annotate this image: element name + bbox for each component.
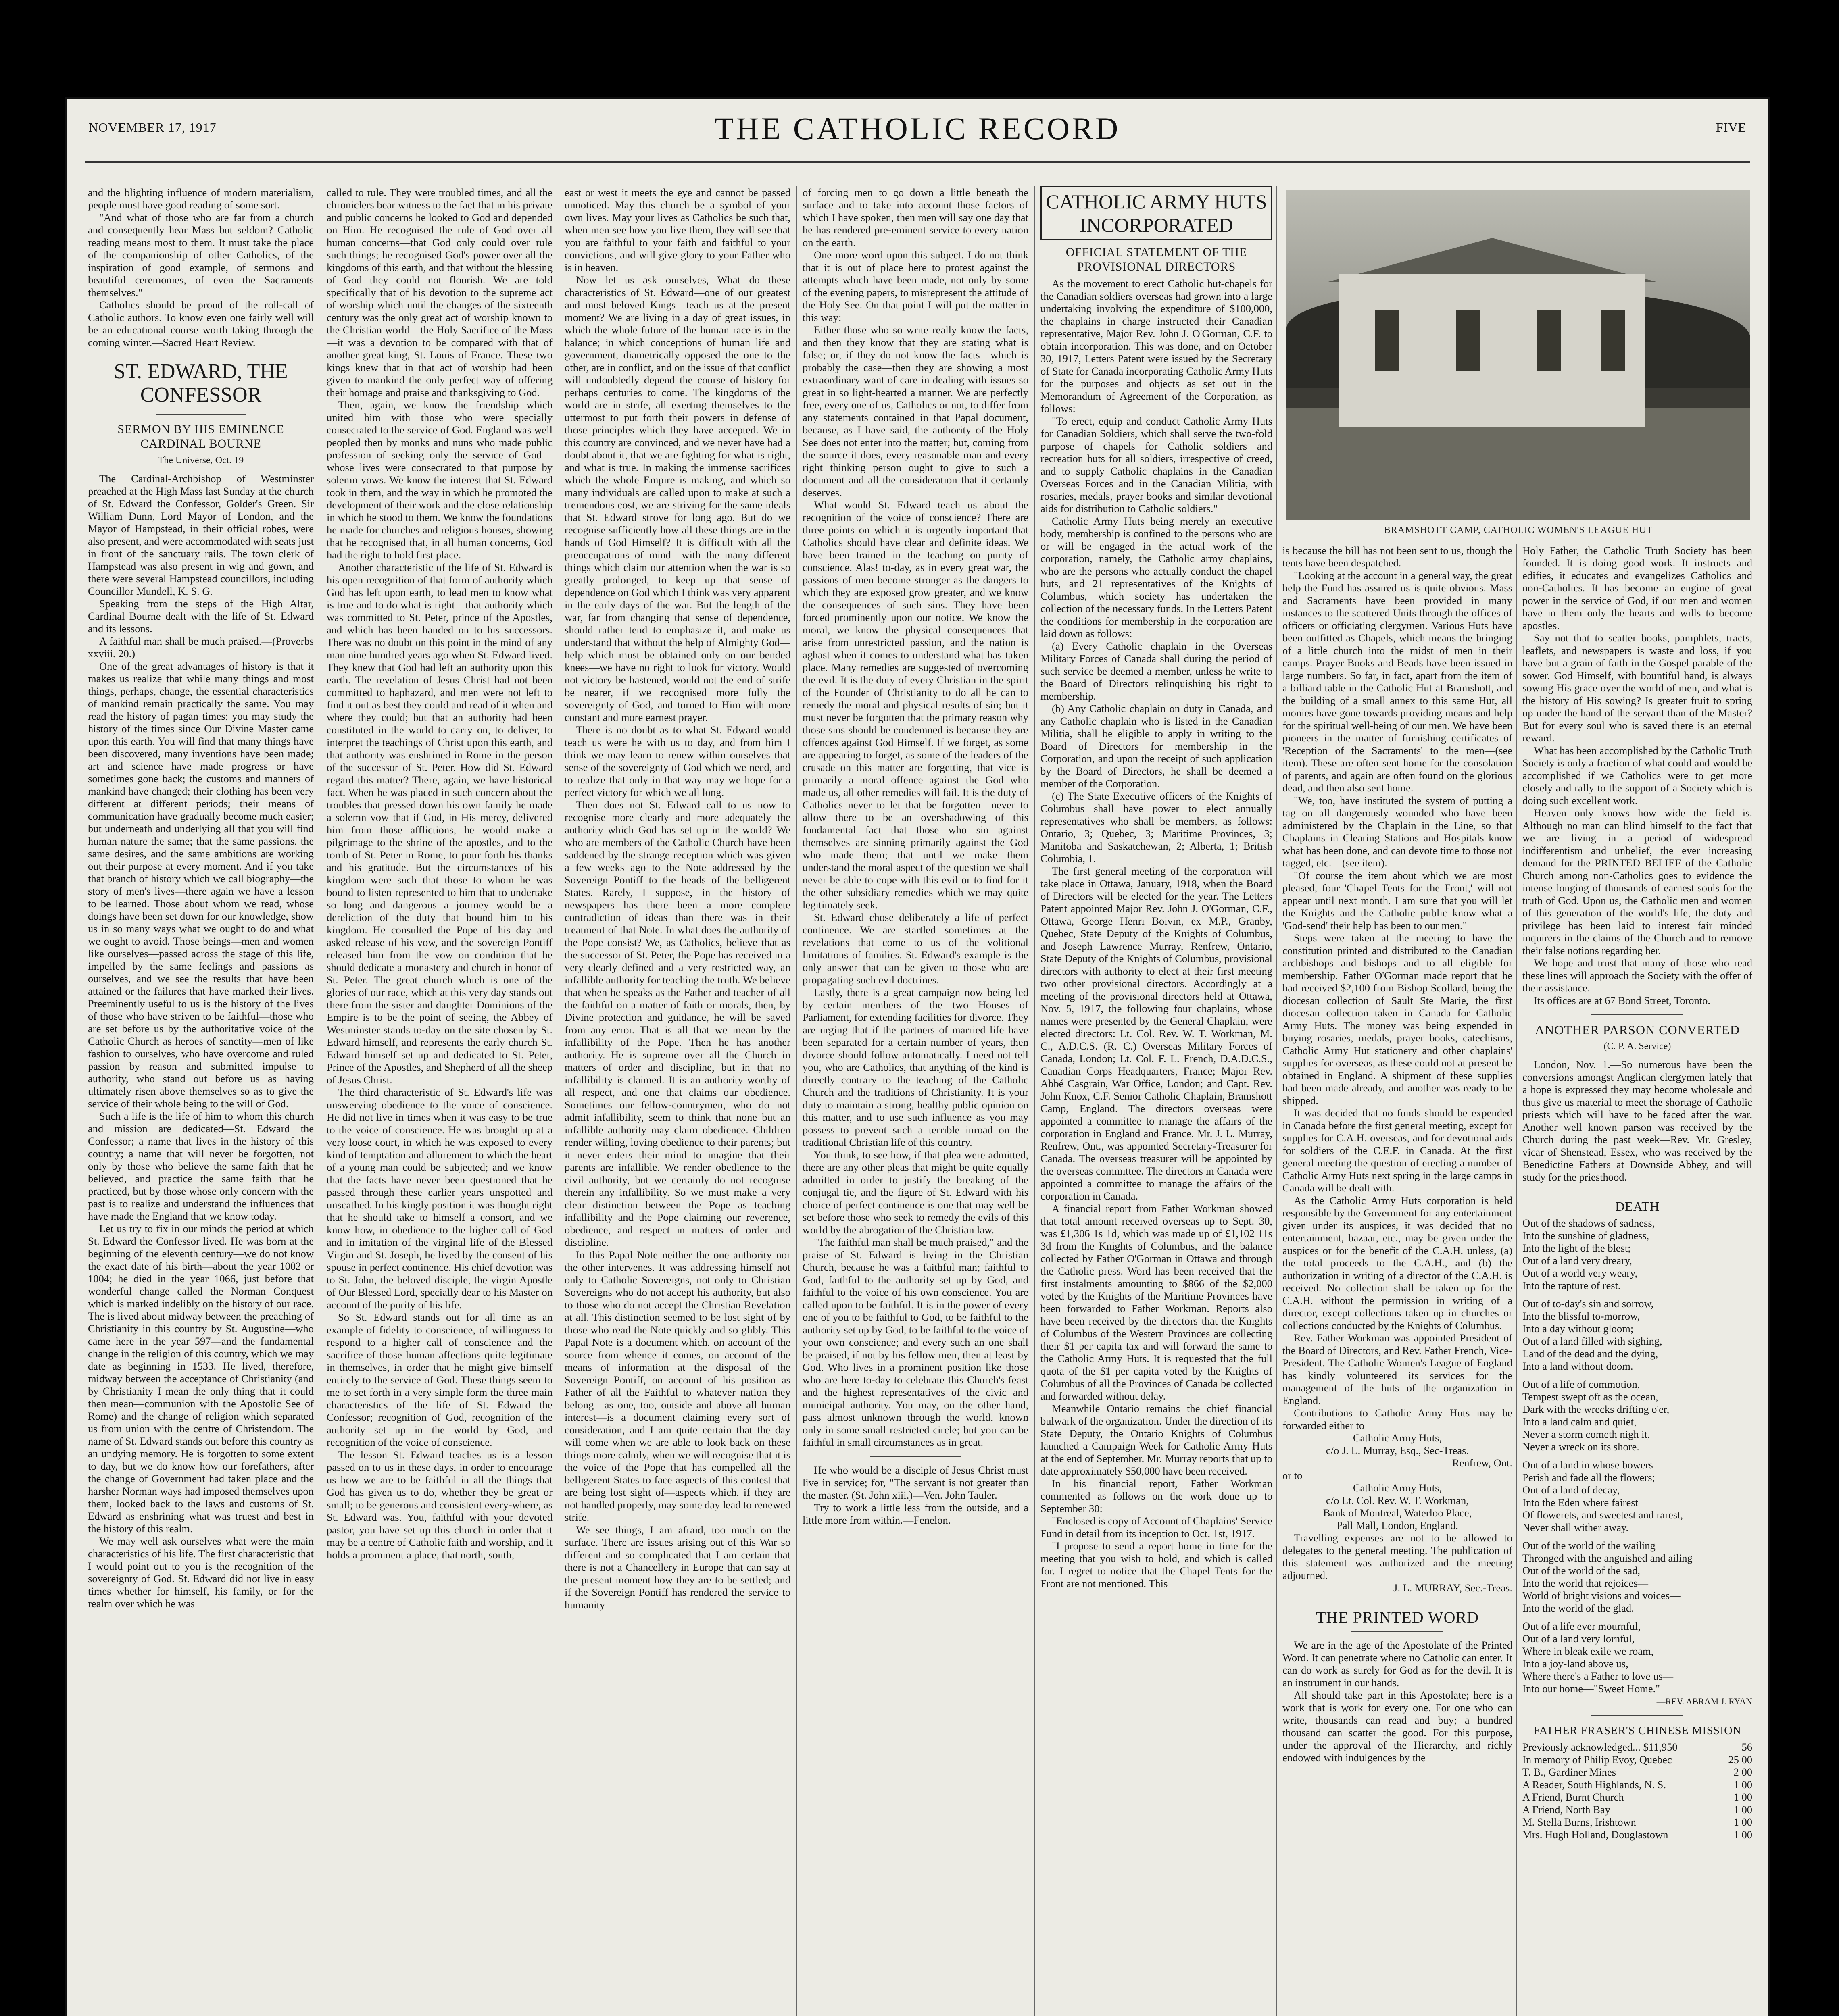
poem-line: Out of the world of the wailing	[1522, 1539, 1656, 1552]
poem-line: Into a day without gloom;	[1522, 1322, 1634, 1335]
stanza-break	[1522, 1372, 1752, 1378]
poem-line: Into a land without doom.	[1522, 1360, 1633, 1372]
paragraph: (c) The State Executive officers of the Knights of Columbus shall have power to elect annually representatives who shall be members, as follows: Ontario, 3; Quebec, 3; Maritime Provinces, 3; Manitoba and Saskatchewan, 2; Alberta, 1; British Columbia, 1.	[1040, 790, 1272, 864]
paragraph: London, Nov. 1.—So numerous have been the conversions amongst Anglican clergymen lately that a hope is expressed they may become wholesale and thus give us material to meet the shortage of Catholic priests which will have to be faced after the war. Another well known parson was received by the Church during the past week—Rev. Mr. Gresley, vicar of Shenstead, Essex, who was received by the Benedictine Fathers at Downside Abbey, and will study for the priesthood.	[1522, 1058, 1752, 1183]
issue-date: NOVEMBER 17, 1917	[89, 120, 217, 135]
paragraph: So St. Edward stands out for all time as an example of fidelity to conscience, of willingness to respond to a higher call of conscience and the sacrifice of those human affections quite legitimate in themselves, in order that he might give himself entirely to the service of God. These things seem to me to set forth in a very simple form the three main characteristics of the life of St. Edward the Confessor; recognition of God, recognition of the authority set up in the world by God, and recognition of the voice of conscience.	[327, 1311, 553, 1448]
article-subtitle: SERMON BY HIS EMINENCE CARDINAL BOURNE	[117, 423, 284, 450]
column-rule	[1034, 186, 1035, 2016]
paragraph: It was decided that no funds should be expended in Canada before the first general meeting, except for supplies for C.A.H. overseas, and for devotional aids for soldiers of the C.E.F. in Canada. At the first general meeting the question of erecting a number of Catholic Army Huts next spring in the large camps in Canada will be dealt with.	[1282, 1107, 1512, 1194]
address-line: Bank of Montreal, Waterloo Place,	[1323, 1507, 1472, 1519]
photo-window	[1375, 310, 1399, 371]
paragraph: Say not that to scatter books, pamphlets, tracts, leaflets, and newspapers is waste and loss, if you have but a grain of faith in the Gospel parable of the sower. God Himself, with bountiful hand, is always sowing His grace over the world of men, and what is the history of His sowing? Is greater fruit to spring up under the hand of the servant than of the Master? But for every soul who is saved there is an eternal reward.	[1522, 632, 1752, 744]
poem-line: Out of the world of the sad,	[1522, 1564, 1641, 1577]
masthead: THE CATHOLIC RECORD	[714, 111, 1121, 146]
address-line: Catholic Army Huts,	[1353, 1482, 1442, 1494]
fund-amount: 2 00	[1733, 1766, 1752, 1778]
fund-row	[1522, 1754, 1752, 1766]
poem-line: Thronged with the anguished and ailing	[1522, 1552, 1693, 1564]
section-divider	[1591, 1014, 1683, 1015]
paragraph: St. Edward chose deliberately a life of perfect continence. We are startled sometimes at the revelations that come to us of the volitional limitations of families. St. Edward's example is the only answer that can be given to those who are propagating such evil doctrines.	[803, 911, 1028, 986]
title-divider	[156, 414, 246, 415]
poem-line: Out of to-day's sin and sorrow,	[1522, 1297, 1654, 1310]
paragraph: All should take part in this Apostolate; here is a work that is work for every one. For one who can write, thousands can read and buy; a hundred thousand can scatter the good. For this purpose, under the approval of the Hierarchy, and richly endowed with indulgences by the	[1282, 1689, 1512, 1764]
fund-amount: 1 00	[1733, 1791, 1752, 1803]
section-divider	[870, 1456, 961, 1457]
poem-line: Into the blissful to-morrow,	[1522, 1310, 1640, 1322]
poem-line: Land of the dead and the dying,	[1522, 1347, 1658, 1360]
paragraph: Then does not St. Edward call to us now to recognise more clearly and more adequately the authority which God has set up in the world? We who are members of the Catholic Church have been saddened by the strange reception which was given a few weeks ago to the Note addressed by the Sovereign Pontiff to the heads of the belligerent States. Rarely, I suppose, in the history of newspapers has there been a more complete contradiction of ideas than there was in their treatment of that Note. In what does the authority of the Pope consist? We, as Catholics, believe that as the successor of St. Peter, the Pope has received in a very clearly defined and a very restricted way, an infallible authority for teaching the truth. We believe that when he speaks as the Father and teacher of all the faithful on a matter of faith or morals, then, by Divine protection and guidance, he will be saved from any error. That is all that we mean by the infallibility of the Pope. Then he has another authority. He is supreme over all the Church in matters of order and discipline, but in that no infallibility is claimed. It is an authority worthy of all respect, and one that claims our obedience. Sometimes our fellow-countrymen, who do not admit infallibility, seem to think that none but an infallible authority may claim obedience. Children render willing, loving obedience to their parents; but it never enters their mind to imagine that their parents are infallible. We render obedience to the civil authority, but we certainly do not recognise therein any infallibility. So we must make a very clear distinction between the Pope as teaching infallibility and the Pope claiming our reverence, obedience, and respect in matters of order and discipline.	[565, 799, 790, 1248]
quote-paragraph: Try to work a little less from the outside, and a little more from within.—Fenelon.	[803, 1502, 1028, 1526]
paragraph: Another characteristic of the life of St. Edward is his open recognition of that form of authority which God has left upon earth, to lead men to know what is true and to do what is right—that authority which was committed to St. Peter, prince of the Apostles, and which has been handed on to his successors. There was no doubt on this point in the mind of any man nine hundred years ago when St. Edward lived. They knew that God had left an authority upon this earth. The revelation of Jesus Christ had not been committed to haphazard, and men were not left to find it out as best they could and read of it when and where they could; but that an authority had been constituted in the world to carry on, to deliver, to interpret the teachings of Christ upon this earth, and that authority was enshrined in Rome in the person of the successor of St. Peter. How did St. Edward regard this matter? There, again, we have historical fact. When he was placed in such concern about the troubles that pressed down his own family he made a solemn vow that if God, in His mercy, delivered him from those afflictions, he would make a pilgrimage to the shrine of the apostles, and to the tomb of St. Peter in Rome, to pour forth his thanks and his gratitude. But the circumstances of his kingdom were such that those to whom he was bound to listen represented to him that to undertake so long and dangerous a journey would be a dereliction of the duty that bound him to his kingdom. He consulted the Pope of his day and asked release of his vow, and the sovereign Pontiff released him from the vow on condition that he should dedicate a monastery and church in honor of St. Peter. The great church which is one of the glories of our race, which at this very day stands out there from the sister and daughter Dominions of the Empire is to be the point of seeing, the Abbey of Westminster stands to-day on the site chosen by St. Edward himself, and represents the early church St. Edward himself set up and dedicated to St. Peter, Prince of the Apostles, and Shepherd of all the sheep of Jesus Christ.	[327, 561, 553, 1086]
column-4	[803, 186, 1028, 2016]
paragraph: (b) Any Catholic chaplain on duty in Canada, and any Catholic chaplain who is listed in the Canadian Militia, shall be eligible to apply in writing to the Board of Directors for membership in the Corporation, and upon the receipt of such application by the Board of Directors, he shall be deemed a member of the Corporation.	[1040, 702, 1272, 789]
paragraph: Contributions to Catholic Army Huts may be forwarded either to	[1282, 1407, 1512, 1431]
paragraph: Such a life is the life of him to whom this church and mission are dedicated—St. Edward the Confessor; a name that lives in the history of this country; a name that will never be forgotten, not only by those who believe the same faith that he believed, and practice the same faith that he practiced, but by those whose only concern with the past is to realize and understand the influences that have made the England that we know today.	[88, 1110, 314, 1222]
paragraph: A financial report from Father Workman showed that total amount received overseas up to Sept. 30, was £1,306 1s 1d, which was made up of £1,102 11s 3d from the Knights of Columbus, and the balance collected by Father O'Gorman in Ottawa and through the Catholic press. Word has been received that the first instalments amounting to $866 of the $2,000 voted by the Knights of the Maritime Provinces have been forwarded to Father Workman. Reports also have been received by the directors that the Knights of Columbus of the Western Provinces are collecting their $1 per capita tax and will forward the same to the Catholic Army Huts. It is requested that the full quota of the $1 per capita voted by the Knights of Columbus of all the Provinces of Canada be collected and forwarded without delay.	[1040, 1202, 1272, 1402]
paragraph: As the movement to erect Catholic hut-chapels for the Canadian soldiers overseas had grown into a large undertaking involving the expenditure of $100,000, the chaplains in charge instructed their Canadian representative, Major Rev. John J. O'Gorman, C.F. to obtain incorporation. This was done, and on October 30, 1917, Letters Patent were issued by the Secretary of State for Canada incorporating Catholic Army Huts for the purposes and objects as set out in the Memorandum of Agreement of the Corporation, as follows:	[1040, 277, 1272, 414]
fund-label: T. B., Gardiner Mines	[1522, 1766, 1616, 1778]
poem-line: Out of a land very lornful,	[1522, 1633, 1635, 1645]
paragraph: "Looking at the account in a general way, the great help the Fund has assured us is quite obvious. Mass and Sacraments have been provided in many instances to the scattered Units through the offices of officers or officiating clergymen. Various Huts have been outfitted as Chapels, which means the bringing of a little church into the midst of men in their camps. Prayer Books and Beads have been issued in large numbers. So far, in fact, apart from the item of a billiard table in the Catholic Hut at Bramshott, and the building of a small annex to this same Hut, all monies have gone towards providing means and help for the spiritual well-being of our men. We have been pioneers in the matter of furnishing certificates of 'Reception of the Sacraments' to the men—(see item). These are often sent home for the consolation of parents, and again are often found on the glorious dead, and then also sent home.	[1282, 569, 1512, 794]
fund-amount: 1 00	[1733, 1779, 1752, 1791]
poem-line: Tempest swept oft as the ocean,	[1522, 1391, 1658, 1403]
poem-line: Never a wreck on its shore.	[1522, 1441, 1639, 1453]
column-2	[327, 186, 553, 2016]
fund-amount: 1 00	[1733, 1829, 1752, 1841]
poem-line: Into a joy-land above us,	[1522, 1658, 1628, 1670]
paragraph: east or west it meets the eye and cannot be passed unnoticed. May this church be a symbol of your own lives. May your lives as Catholics be such that, when men see how you live them, they will see that you are faithful to your faith and faithful to your convictions, and will give glory to your Father who is in heaven.	[565, 186, 790, 273]
paragraph: In this Papal Note neither the one authority nor the other intervenes. It was addressing himself not only to Catholic Sovereigns, not only to Christian Sovereigns who do not accept his authority, but also to those who do not accept the Christian Revelation at all. This distinction seemed to be lost sight of by those who read the Note quickly and so glibly. This Papal Note is a document which, on account of the source from whence it comes, on account of the means of information at the disposal of the Sovereign Pontiff, on account of his position as Father of all the Faithful to whatever nation they belong—as one, too, outside and above all human interest—is a document claiming every sort of consideration, and I am quite certain that the day will come when we are able to look back on these things more calmly, when we will recognise that it is the voice of the Pope that has compelled all the belligerent States to face aspects of this contest that are being lost sight of—aspects which, if they are not handled properly, may some day lead to renewed strife.	[565, 1249, 790, 1523]
column-rule	[796, 186, 797, 2016]
paragraph: The Cardinal-Archbishop of Westminster preached at the High Mass last Sunday at the church of St. Edward the Confessor, Golder's Green. Sir William Dunn, Lord Mayor of London, and the Mayor of Hampstead, in their official robes, were also present, and were accommodated with seats just in front of the sanctuary rails. The town clerk of Hampstead was also present in wig and gown, and there were several Hampstead councillors, including Councillor Mundell, K. S. G.	[88, 473, 314, 597]
paragraph: Catholics should be proud of the roll-call of Catholic authors. To know even one fairly well will be an educational course worth taking through the coming winter.—Sacred Heart Review.	[88, 299, 314, 348]
photo-window	[1601, 310, 1625, 371]
paragraph: Either those who so write really know the facts, and then they know that they are stating what is false; or, if they do not know the facts—which is probably the case—then they are showing a most extraordinary want of care in dealing with issues so great in so light-hearted a manner. We are perfectly free, every one of us, Catholics or not, to differ from any statements contained in that Papal document, because, as I have said, the authority of the Holy See does not enter into the matter; but, coming from the source it does, every reasonable man and every right thinking person ought to give to such a document and all the consideration that it certainly deserves.	[803, 324, 1028, 498]
poem-line: Never shall wither away.	[1522, 1521, 1629, 1533]
paragraph: Speaking from the steps of the High Altar, Cardinal Bourne dealt with the life of St. Edward and its lessons.	[88, 598, 314, 635]
signature: J. L. MURRAY, Sec.-Treas.	[1393, 1582, 1512, 1594]
page-number: FIVE	[1716, 120, 1746, 135]
poem-line: Into a land calm and quiet,	[1522, 1416, 1637, 1428]
column-rule	[1516, 544, 1517, 2016]
paragraph: "To erect, equip and conduct Catholic Army Huts for Canadian Soldiers, which shall serve the two-fold purpose of chapels for Catholic soldiers and recreation huts for all soldiers, irrespective of creed, and to supply Catholic chaplains in the Canadian Overseas Forces and in the Canadian Militia, with rosaries, medals, prayer books and similar devotional aids for distribution to Catholic soldiers."	[1040, 415, 1272, 514]
poem-line: Of flowerets, and sweetest and rarest,	[1522, 1509, 1683, 1521]
section-divider	[1591, 1715, 1683, 1716]
paragraph: Steps were taken at the meeting to have the constitution printed and distributed to the Canadian archbishops and bishops and to all eligible for membership. Father O'Gorman made report that he had received $2,100 from Bishop Scollard, being the diocesan collection of Sault Ste Marie, the first diocesan collection taken in Canada for Catholic Army Huts. The money was being expended in buying rosaries, medals, prayer books, catechisms, Catholic Army Hut stationery and other chaplains' supplies for overseas, as these could not at present be obtained in England. A shipment of these supplies had been made already, and another was ready to be shipped.	[1282, 932, 1512, 1106]
address-2	[1282, 1482, 1512, 1532]
photo-window	[1456, 310, 1480, 371]
paragraph: The first general meeting of the corporation will take place in Ottawa, January, 1918, when the Board of Directors will be elected for the year. The Letters Patent appointed Major Rev. John J. O'Gorman, C.F., Ottawa, George Henri Boivin, ex M.P., Granby, Quebec, State Deputy of the Knights of Columbus, and Joseph Lawrence Murray, Renfrew, Ontario, State Deputy of the Knights of Columbus, provisional directors with authority to elect at their first meeting two other provisional directors. Accordingly at a meeting of the provisional directors held at Ottawa, Nov. 5, 1917, the following four chaplains, whose names were presented by the General Chaplain, were elected directors: Lt. Col. Rev. W. T. Workman, M. C., A.D.C.S. (R. C.) Overseas Military Forces of Canada, London; Lt. Col. F. L. French, D.A.D.C.S., Canadian Corps Headquarters, France; Major Rev. Abbé Casgrain, War Office, London; and Capt. Rev. John Knox, C.F. Senior Catholic Chaplain, Bramshott Camp, England. The directors overseas were appointed a committee to manage the affairs of the corporation in England and France. Mr. J. L. Murray, Renfrew, Ont., was appointed Secretary-Treasurer for Canada. The overseas treasurer will be appointed by the overseas committee. The directors in Canada were appointed a committee to manage the affairs of the corporation in Canada.	[1040, 865, 1272, 1202]
column-5	[1040, 186, 1272, 2016]
photo-window	[1537, 310, 1561, 371]
poem-line: Out of a land in whose bowers	[1522, 1459, 1653, 1471]
column-3	[565, 186, 790, 2016]
poem-line: Out of the shadows of sadness,	[1522, 1217, 1655, 1229]
paragraph: There is no doubt as to what St. Edward would teach us were he with us to day, and from him I think we may learn to renew within ourselves that sense of the sovereignty of God which we need, and to realize that only in that way may we hope for a perfect victory for which we all long.	[565, 724, 790, 798]
poem-line: Into the sunshine of gladness,	[1522, 1229, 1649, 1241]
section-divider	[1351, 1631, 1443, 1632]
fund-label: M. Stella Burns, Irishtown	[1522, 1816, 1636, 1828]
fund-row	[1522, 1766, 1752, 1779]
poem-line: Out of a world very weary,	[1522, 1267, 1638, 1279]
article-title: ST. EDWARD, THE CONFESSOR	[114, 360, 288, 406]
stanza-break	[1522, 1292, 1752, 1297]
fund-label: Previously acknowledged... $11,950	[1522, 1741, 1678, 1753]
photo-caption: BRAMSHOTT CAMP, CATHOLIC WOMEN'S LEAGUE HUT	[1384, 525, 1653, 535]
paragraph: "Of course the item about which we are most pleased, four 'Chapel Tents for the Front,' will not appear until next month. I am sure that you will let the Knights and the Catholic public know what a 'God-send' their help has been to our men."	[1282, 869, 1512, 931]
poem-line: Out of a life of commotion,	[1522, 1378, 1640, 1390]
poem-line: Into the world that rejoices—	[1522, 1577, 1649, 1589]
paragraph: and the blighting influence of modern materialism, people must have good reading of some sort.	[88, 186, 314, 211]
address-or: or to	[1282, 1469, 1303, 1481]
paragraph: The lesson St. Edward teaches us is a lesson passed on to us in these days, in order to encourage us how we are to be faithful in all the things that God has given us to do, whether they be great or small; to be generous and consistent every-where, as St. Edward was. You, faithful with your devoted pastor, you have set up this church in order that it may be a centre of Catholic faith and worship, and it holds a prominent a place, that north, south,	[327, 1449, 553, 1561]
column-1	[88, 186, 314, 2016]
hut-photograph	[1286, 190, 1750, 520]
poem-line: Into the light of the blest;	[1522, 1242, 1631, 1254]
poem-line: Where there's a Father to love us—	[1522, 1670, 1674, 1682]
fund-row	[1522, 1804, 1752, 1816]
poem-line: Into the rapture of rest.	[1522, 1279, 1621, 1291]
fund-amount: 56	[1741, 1741, 1752, 1753]
fund-label: A Friend, Burnt Church	[1522, 1791, 1624, 1803]
column-7	[1522, 544, 1752, 2016]
mission-title: FATHER FRASER'S CHINESE MISSION	[1533, 1724, 1741, 1737]
paragraph: Holy Father, the Catholic Truth Society has been founded. It is doing good work. It instructs and edifies, it educates and evangelizes Catholics and non-Catholics. It has become an engine of great power in the service of God, if our men and women have in them only the hearts and wills to become apostles.	[1522, 544, 1752, 631]
column-rule	[1276, 186, 1277, 2016]
stanza-break	[1522, 1614, 1752, 1620]
header-rule	[85, 161, 1750, 163]
paragraph: Rev. Father Workman was appointed President of the Board of Directors, and Rev. Father French, Vice-President. The Catholic Women's League of England has kindly volunteered its services for the management of the huts of the organization in England.	[1282, 1332, 1512, 1406]
fund-label: Mrs. Hugh Holland, Douglastown	[1522, 1829, 1668, 1841]
poem-line: Into the Eden where fairest	[1522, 1496, 1638, 1508]
paragraph: is because the bill has not been sent to us, though the tents have been despatched.	[1282, 544, 1512, 569]
intro-text	[88, 186, 314, 349]
death-title: DEATH	[1615, 1199, 1660, 1214]
column-6	[1282, 544, 1512, 2016]
army-huts-title: CATHOLIC ARMY HUTS INCORPORATED	[1040, 186, 1272, 240]
address-1	[1282, 1432, 1512, 1469]
paragraph: A faithful man shall be much praised.—(Proverbs xxviii. 20.)	[88, 635, 314, 660]
paragraph: of forcing men to go down a little beneath the surface and to take into account those factors of which I have spoken, then men will say one day that he has rendered pre-eminent service to every nation on the earth.	[803, 186, 1028, 248]
paragraph: Lastly, there is a great campaign now being led by certain members of the two Houses of Parliament, for extending facilities for divorce. They are urging that if the partners of married life have been separated for a certain number of years, then divorce should follow automatically. I need not tell you, who are Catholics, that anything of the kind is directly contrary to the teaching of the Catholic Church and the traditions of Christianity. It is your duty to maintain a strong, healthy public opinion on this matter, and to use such influence as you may possess to prevent such a terrible inroad on the traditional Christian life of this country.	[803, 986, 1028, 1148]
poem-line: Out of a land very dreary,	[1522, 1254, 1633, 1266]
fund-label: A Friend, North Bay	[1522, 1804, 1610, 1816]
parson-source: (C. P. A. Service)	[1603, 1041, 1671, 1052]
poem-line: Dark with the wrecks drifting o'er,	[1522, 1403, 1670, 1415]
address-line: c/o Lt. Col. Rev. W. T. Workman,	[1326, 1494, 1469, 1506]
poem-line: World of bright visions and voices—	[1522, 1589, 1681, 1602]
fund-row	[1522, 1829, 1752, 1841]
printed-word-title: THE PRINTED WORD	[1316, 1608, 1479, 1627]
paragraph: "Enclosed is copy of Account of Chaplains' Service Fund in detail from its inception to Oct. 1st, 1917.	[1040, 1515, 1272, 1539]
poem-line: Out of a land of decay,	[1522, 1484, 1620, 1496]
paragraph: We hope and trust that many of those who read these lines will approach the Society with the offer of their assistance.	[1522, 957, 1752, 994]
fund-label: In memory of Philip Evoy, Quebec	[1522, 1754, 1672, 1766]
paragraph: Travelling expenses are not to be allowed to delegates to the general meeting. The publication of this statement was authorized and the meeting adjourned.	[1282, 1532, 1512, 1581]
paragraph: As the Catholic Army Huts corporation is held responsible by the Government for any entertainment given under its auspices, it was decided that no entertainment, bazaar, etc., may be given under the auspices or for the benefit of the C.A.H. unless, (a) the total proceeds to the C.A.H., and (b) the authorization in writing of a director of the C.A.H. is received. No collection shall be taken up for the C.A.H. without the permission in writing of a director, except collections taken up in churches or collections conducted by the Knights of Columbus.	[1282, 1194, 1512, 1331]
newspaper-page	[65, 97, 1770, 2016]
article-source: The Universe, Oct. 19	[158, 455, 244, 466]
paragraph: "We, too, have instituted the system of putting a tag on all dangerously wounded who have been administered by the Chaplain in the Line, so that Chaplains in Clearing Stations and Hospitals know what has been done, and can devote time to those not tagged, etc.—(see item).	[1282, 794, 1512, 869]
paragraph: We are in the age of the Apostolate of the Printed Word. It can penetrate where no Catholic can enter. It can do work as surely for God as for the devil. It is an instrument in our hands.	[1282, 1639, 1512, 1689]
stanza-break	[1522, 1534, 1752, 1539]
paragraph: Meanwhile Ontario remains the chief financial bulwark of the organization. Under the direction of its State Deputy, the Ontario Knights of Columbus launched a Campaign Week for Catholic Army Huts at the end of September. Mr. Murray reports that up to date approximately $50,000 have been received.	[1040, 1402, 1272, 1477]
poem-line: Out of a life ever mournful,	[1522, 1620, 1641, 1632]
paragraph: Catholic Army Huts being merely an executive body, membership is confined to the persons who are or will be engaged in the actual work of the corporation, namely, the Catholic army chaplains, who are the persons who actually conduct the chapel huts, and 21 representatives of the Knights of Columbus, which society has undertaken the collection of the necessary funds. In the Letters Patent the conditions for membership in the corporation are laid down as follows:	[1040, 515, 1272, 639]
paragraph: We see things, I am afraid, too much on the surface. There are issues arising out of this War so different and so complicated that I am certain that there is not a Chancellery in Europe that can say at the present moment how they are to be settled; and if the Sovereign Pontiff has rendered the service to humanity	[565, 1524, 790, 1611]
address-line: Renfrew, Ont.	[1452, 1457, 1512, 1469]
army-huts-subtitle: OFFICIAL STATEMENT OF THE PROVISIONAL DIRECTORS	[1065, 246, 1247, 273]
paragraph: Now let us ask ourselves, What do these characteristics of St. Edward—one of our greatest and most beloved Kings—teach us at the present moment? We are living in a day of great issues, in which the whole future of the human race is in the balance; in which conceptions of human life and government, diametrically opposed the one to the other, are in conflict, and on the issue of that conflict will undoubtedly depend the course of history for perhaps centuries to come. The kingdoms of the world are in strife, all exerting themselves to the uttermost to put forth their powers in defense of those principles which they have accepted. We in this country are convinced, and we never have had a doubt about it, that we are fighting for what is right, and what is true. In making the immense sacrifices which the whole Empire is making, and which so many individuals are called upon to make at such a tremendous cost, we are striving for the same ideals that St. Edward strove for long ago. But do we recognise sufficiently how all these things are in the hands of God Himself? It is difficult with all the preoccupations of mind—with the many different things which claim our attention when the war is so greatly prolonged, to keep up that sense of dependence on God which I think was very apparent in the early days of the war. But the length of the war, far from changing that sense of dependence, should rather tend to emphasize it, and make us understand that without the help of Almighty God—help which must be obtained only on our bended knees—we have no right to look for victory. Would not victory be hastened, would not the end of strife be nearer, if we recognised more fully the sovereignty of God, and turned to Him with more constant and more earnest prayer.	[565, 274, 790, 723]
address-line: c/o J. L. Murray, Esq., Sec-Treas.	[1326, 1444, 1469, 1456]
fund-row	[1522, 1791, 1752, 1804]
fund-row	[1522, 1741, 1752, 1754]
paragraph: Then, again, we know the friendship which united him with those who were specially consecrated to the service of God. England was well peopled then by monks and nuns who made public profession of seeking only the service of God—whose lives were consecrated to that purpose by solemn vows. We know the interest that St. Edward took in them, and the way in which he promoted the development of their work and the close relationship in which he stood to them. We know the foundations he made for churches and religious houses, showing that he recognised that, in all human concerns, God had the right to hold first place.	[327, 399, 553, 561]
poem-line: Never a storm cometh nigh it,	[1522, 1428, 1650, 1440]
parson-title: ANOTHER PARSON CONVERTED	[1535, 1023, 1740, 1037]
fund-label: A Reader, South Highlands, N. S.	[1522, 1779, 1666, 1791]
paragraph: "I propose to send a report home in time for the meeting that you wish to hold, and which is called for. I regret to notice that the Chapel Tents for the Front are not mentioned. This	[1040, 1540, 1272, 1589]
fund-row	[1522, 1816, 1752, 1829]
stanza-break	[1522, 1453, 1752, 1459]
paragraph: Heaven only knows how wide the field is. Although no man can blind himself to the fact that we are living in a period of widespread indifferentism and unbelief, the ever increasing demand for the PRINTED BELIEF of the Catholic Church among non-Catholics goes to evidence the intense longing of thousands of earnest souls for the truth of God. Upon us, the Catholic men and women of this generation of the world's life, the duty and privilege has been laid to interest fair minded inquirers in the claims of the Church and to remove their false notions regarding her.	[1522, 807, 1752, 956]
poem-line: Perish and fade all the flowers;	[1522, 1471, 1655, 1483]
poem-line: Where in bleak exile we roam,	[1522, 1645, 1654, 1657]
paragraph: Let us try to fix in our minds the period at which St. Edward the Confessor lived. He was born at the beginning of the eleventh century—we do not know the exact date of his birth—about the year 1002 or 1004; he died in the year 1066, just before that wonderful change called the Norman Conquest which is marked indelibly on the history of our race. The is lived about midway between the preaching of Christianity in this country by St. Augustine—who came here in the year 597—and the fundamental change in the religion of this country, which we may date as beginning in 1533. He lived, therefore, midway between the acceptance of Christianity (and by Christianity I mean the only thing that it could then mean—communion with the Apostolic See of Rome) and the change of religion which separated us from union with the centre of Christendom. The name of St. Edward stands out before this country as an undying memory. He is forgotten to some extent to day, but we do know how our forefathers, after the change of Government had taken place and the harsher Norman ways had imposed themselves upon them, looked back to the laws and customs of St. Edward as enshrining what was truest and best in the history of this realm.	[88, 1223, 314, 1535]
paragraph: The third characteristic of St. Edward's life was unswerving obedience to the voice of conscience. He did not live in times when it was easy to be true to the voice of conscience. He was brought up at a very loose court, in which he was exposed to every kind of temptation and allurement to which the heart of a young man could be subjected; and we know that the facts have never been questioned that he passed through these earlier years unspotted and unscathed. In his kingly position it was thought right that he should take to himself a consort, and we know how, in obedience to the higher call of God and in imitation of the virginal life of the Blessed Virgin and St. Joseph, he lived by the consent of his spouse in perfect continence. His chief devotion was to St. John, the beloved disciple, the virgin Apostle of Our Blessed Lord, specially dear to his Master on account of the purity of his life.	[327, 1086, 553, 1311]
fund-amount: 1 00	[1733, 1816, 1752, 1828]
paragraph: One of the great advantages of history is that it makes us realize that while many things and most things, perhaps, change, the essential characteristics of mankind remain practically the same. You may read the history of pagan times; you may study the history of the times since Our Divine Master came upon this earth. You will find that many things have been discovered, many inventions have been made; art and science have made progress or have sometimes gone back; the customs and manners of mankind have changed; their clothing has been very different at different periods; their means of communication have gradually become much easier; but underneath and underlying all that you will find human nature the same; that the same passions, the same desires, and the same ambitions are working out their purpose at every moment. And if you take that branch of history which we call biography—the story of men's lives—there again we have a lesson to be learned. Those about whom we read, whose doings have been set down for our knowledge, show us in so many ways what we ought to do and what we ought to avoid. Those beings—men and women like ourselves—passed across the stage of this life, impelled by the same feelings and passions as ourselves, and we see the results that have been attained or the failures that have marked their lives. Preeminently useful to us is the history of the lives of those who have striven to be faithful—those who are set before us by the authoritative voice of the Catholic Church as heroes of sanctity—men of like fashion to ourselves, who have overcome and ruled passion by reason and submitted impulse to authority, who stand out before us as having ultimately risen above themselves so as to give the service of their whole being to the will of God.	[88, 660, 314, 1110]
paragraph: In his financial report, Father Workman commented as follows on the work done up to September 30:	[1040, 1477, 1272, 1514]
address-line: Pall Mall, London, England.	[1337, 1519, 1458, 1531]
fund-amount: 1 00	[1733, 1804, 1752, 1816]
paragraph: We may well ask ourselves what were the main characteristics of his life. The first characteristic that I would point out to you is the recognition of the sovereignty of God. St. Edward did not live in easy times whether for himself, his family, or for the realm over which he was	[88, 1535, 314, 1610]
quote-paragraph: He who would be a disciple of Jesus Christ must live in service; for, "The servant is not greater than the master. (St. John xiii.)—Ven. John Tauler.	[803, 1464, 1028, 1501]
paragraph: You think, to see how, if that plea were admitted, there are any other pleas that might be quite equally admitted in order to justify the breaking of the conjugal tie, and the figure of St. Edward with his choice of perfect continence is one that may well be set before those who seek to remedy the evils of this world by the abrogation of the Christian law.	[803, 1149, 1028, 1236]
paragraph: "And what of those who are far from a church and consequently hear Mass but seldom? Catholic reading means most to them. It must take the place of the companionship of other Catholics, of the inspiration of good example, of sermons and beautiful ceremonies, of even the Sacraments themselves."	[88, 211, 314, 298]
poem-line: Out of a land filled with sighing,	[1522, 1335, 1662, 1347]
address-line: Catholic Army Huts,	[1353, 1432, 1442, 1444]
paragraph: Its offices are at 67 Bond Street, Toronto.	[1534, 994, 1711, 1006]
mission-fund-list	[1522, 1741, 1752, 1841]
paragraph: called to rule. They were troubled times, and all the chroniclers bear witness to the fact that in his private and public concerns he looked to God and depended on Him. He recognised the rule of God over all human concerns—that God only could over rule such things; he recognised God's power over all the kingdoms of this earth, and that without the blessing of God they could not flourish. We are told specifically that of his devotion to the supreme act of worship which until the changes of the sixteenth century was the only great act of worship known to the Christian world—the Holy Sacrifice of the Mass—it was a devotion to be compared with that of another great king, St. Louis of France. These two kings knew that in that act of worship had been given to mankind the only perfect way of offering their homage and praise and thanksgiving to God.	[327, 186, 553, 398]
paragraph: (a) Every Catholic chaplain in the Overseas Military Forces of Canada shall during the period of such service be deemed a member, unless he write to the Board of Directors relinquishing his right to membership.	[1040, 640, 1272, 702]
paragraph: What would St. Edward teach us about the recognition of the voice of conscience? There are three points on which it is urgently important that Catholics should have clear and definite ideas. We have been trained in the teaching on purity of conscience. Alas! to-day, as in every great war, the passions of men become stronger as the dangers to which they are exposed grow greater, and we know the consequences of such sins. They have been forced prominently upon our notice. We know the moral, we know the physical consequences that arise from unrestricted passion, and the nation is aghast when it comes to understand what has taken place. Many remedies are suggested of overcoming the evil. It is the duty of every Christian in the spirit of the Founder of Christianity to do all he can to remedy the moral and physical results of sin; but it must never be forgotten that the primary reason why those sins should be condemned is because they are offences against God Himself. If we forget, as some are appearing to forget, as some of the leaders of the crusade on this matter are forgetting, that vice is primarily a moral offence against the God who made us, all other remedies will fail. It is the duty of Catholics never to let that be forgotten—never to allow there to be an overshadowing of this fundamental fact that those who sin against themselves are sinning primarily against the God who made them; that until we make them understand the moral aspect of the question we shall never be able to cope with this evil or to find for it the other subsidiary remedies which we may quite legitimately seek.	[803, 499, 1028, 911]
death-poem	[1522, 1217, 1752, 1695]
poem-author: —REV. ABRAM J. RYAN	[1656, 1696, 1752, 1706]
poem-line: Into our home—"Sweet Home."	[1522, 1683, 1660, 1695]
paragraph: What has been accomplished by the Catholic Truth Society is only a fraction of what could and would be accomplished if we Catholics were to get more closely and rally to the support of a Society which is doing such excellent work.	[1522, 744, 1752, 806]
fund-amount: 25 00	[1728, 1754, 1752, 1766]
fund-row	[1522, 1779, 1752, 1791]
poem-line: Into the world of the glad.	[1522, 1602, 1634, 1614]
paragraph: One more word upon this subject. I do not think that it is out of place here to protest against the attempts which have been made, not only by some of the evening papers, to misrepresent the attitude of the Holy See. On that point I will put the matter in this way:	[803, 249, 1028, 323]
paragraph: "The faithful man shall be much praised," and the praise of St. Edward is living in the Christian Church, because he was a faithful man; faithful to God, faithful to the authority set up by God, and faithful to the voice of his own conscience. You are called upon to be faithful. It is in the power of every one of you to be faithful to God, to be faithful to the authority set up by God, to be faithful to the voice of your own conscience; and every such an one shall be praised, if not by his fellow men, then at least by God. Who lives in a prominent position like those who are here to-day to celebrate this Church's feast and the highest representatives of the civic and municipal authority. You may, on the other hand, pass almost unknown through the world, known only in some small restricted circle; but you can be faithful in small circumstances as in great.	[803, 1236, 1028, 1448]
